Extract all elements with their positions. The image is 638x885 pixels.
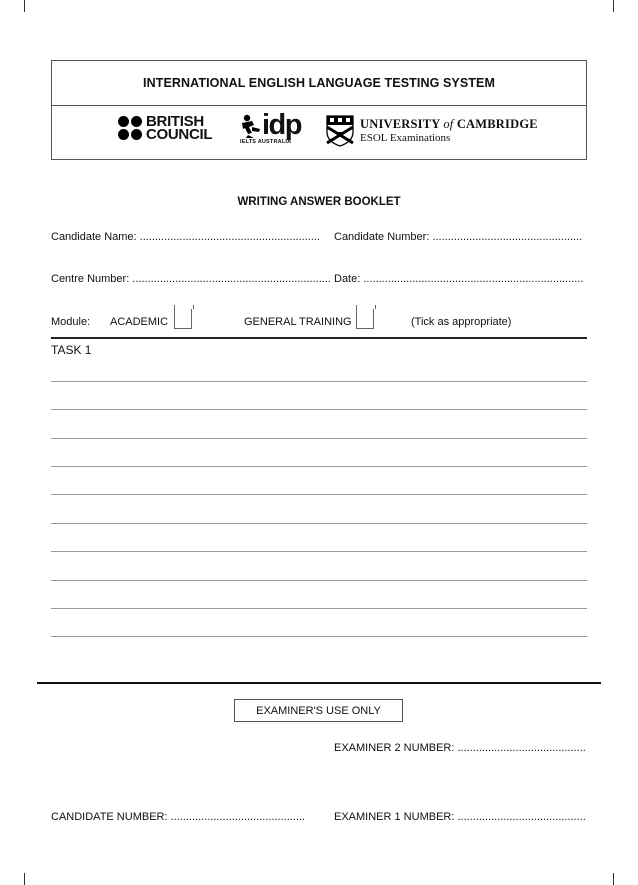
general-training-label: GENERAL TRAINING: [244, 316, 352, 328]
crop-mark: [613, 873, 614, 885]
british-council-dots-icon: [118, 116, 142, 140]
answer-line[interactable]: [51, 551, 587, 552]
examiner2-number-field[interactable]: EXAMINER 2 NUMBER: ..........................................: [334, 742, 586, 754]
british-council-line2: COUNCIL: [146, 126, 213, 143]
cambridge-shield-icon: [326, 115, 354, 147]
crop-mark: [24, 873, 25, 885]
answer-line[interactable]: [51, 409, 587, 410]
academic-checkbox[interactable]: [174, 309, 192, 329]
cambridge-logo: [326, 115, 538, 147]
academic-label: ACADEMIC: [110, 316, 169, 328]
booklet-title: WRITING ANSWER BOOKLET: [237, 196, 401, 208]
idp-person-icon: [240, 113, 262, 139]
candidate-name-field[interactable]: Candidate Name: ...........................................................: [51, 231, 320, 243]
cambridge-name: UNIVERSITY of CAMBRIDGE: [360, 117, 538, 131]
crop-mark: [24, 0, 25, 12]
answer-line[interactable]: [51, 608, 587, 609]
cambridge-subtitle: ESOL Examinations: [360, 132, 451, 144]
examiners-use-only-box: EXAMINER'S USE ONLY: [234, 699, 403, 722]
answer-line[interactable]: [51, 381, 587, 382]
answer-line[interactable]: [51, 466, 587, 467]
logo-row: [52, 105, 586, 161]
idp-subtitle: IELTS AUSTRALIA: [240, 139, 292, 145]
module-divider: [51, 337, 587, 339]
header-box: [51, 60, 587, 160]
candidate-number-bottom-field[interactable]: CANDIDATE NUMBER: ............................................: [51, 811, 306, 823]
general-training-checkbox[interactable]: [356, 309, 374, 329]
british-council-logo: [118, 115, 212, 141]
examiner1-number-field[interactable]: EXAMINER 1 NUMBER: ..........................................: [334, 811, 586, 823]
examiner-section-divider: [37, 682, 601, 684]
task-label: TASK 1: [51, 343, 92, 357]
answer-line[interactable]: [51, 636, 587, 637]
tick-note: (Tick as appropriate): [411, 316, 512, 328]
exam-title: INTERNATIONAL ENGLISH LANGUAGE TESTING SYSTEM: [52, 61, 586, 106]
idp-logo: [240, 111, 301, 145]
idp-wordmark: idp: [262, 109, 301, 141]
answer-line[interactable]: [51, 580, 587, 581]
date-field[interactable]: Date: ........................................................................: [334, 273, 584, 285]
centre-number-field[interactable]: Centre Number: .................................................................: [51, 273, 331, 285]
answer-line[interactable]: [51, 438, 587, 439]
answer-line[interactable]: [51, 523, 587, 524]
crop-mark: [613, 0, 614, 12]
candidate-number-field[interactable]: Candidate Number: .................................................: [334, 231, 583, 243]
british-council-line1: BRITISH: [146, 113, 204, 130]
module-label: Module:: [51, 316, 91, 328]
answer-line[interactable]: [51, 494, 587, 495]
